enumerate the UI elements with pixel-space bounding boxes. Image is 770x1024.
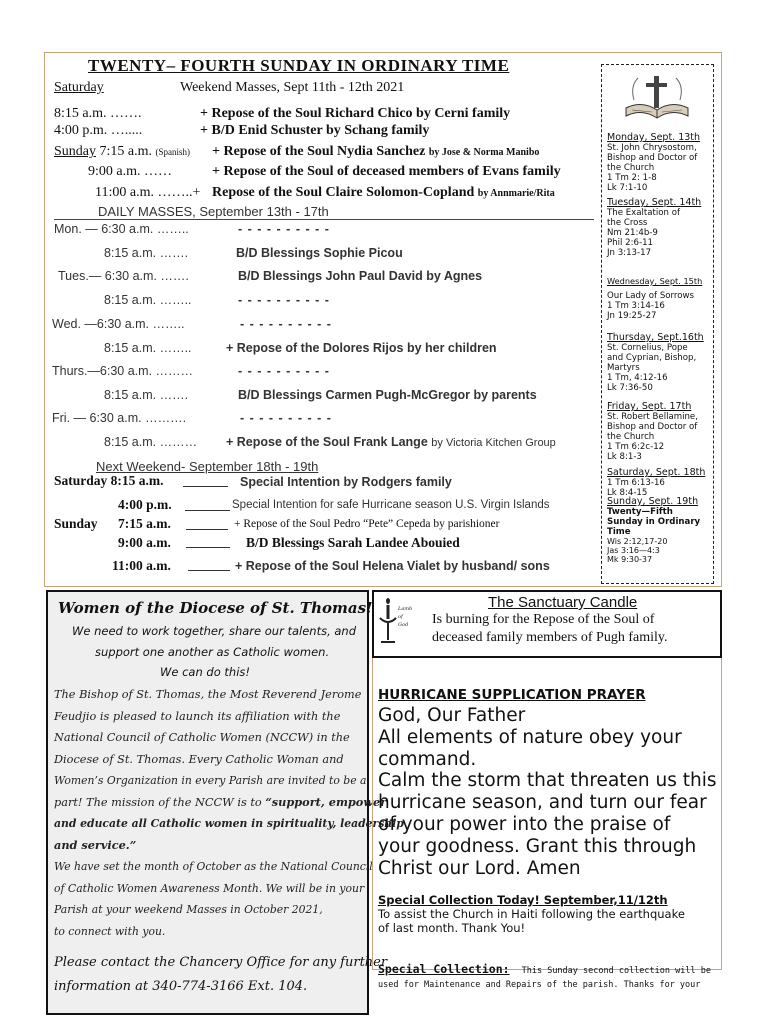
women-paragraph: The Bishop of St. Thomas, the Most Reverend Jerome Feudjio is pleased to launch its affiliation with the National Council of Catholic Women (NCCW) in the Diocese of St. Thomas. Every Catholic Woman and Women’s Organization in every Parish are invited to be a part! The mission of the NCCW is to “support, empower and educate all Catholic women in spirituality, leadership and service.”	[54, 688, 404, 852]
prayer-text: God, Our Father All elements of nature obey your command. Calm the storm that threaten us this hurricane season, and turn our fear of your power into the praise of your goodness. Grant this through Christ our Lord. Amen	[378, 705, 717, 879]
daily-intention: - - - - - - - - - -	[238, 222, 330, 236]
reading-wednesday: Wednesday, Sept. 15th Our Lady of Sorrows 1 Tm 3:14-16 Jn 19:25-27	[607, 276, 703, 321]
svg-text:God: God	[398, 622, 409, 628]
next-weekend-time: 9:00 a.m.	[118, 535, 171, 550]
daily-masses-heading: DAILY MASSES, September 13th - 17th	[98, 204, 329, 219]
candle-line: Is burning for the Repose of the Soul of	[432, 612, 655, 627]
blank-line	[186, 529, 228, 530]
weekend-time: 9:00 a.m. ……	[88, 164, 172, 179]
reading-saturday: Saturday, Sept. 18th 1 Tm 6:13-16 Lk 8:4-15	[607, 467, 706, 498]
weekend-intention: + Repose of the Soul Nydia Sanchez by Jose & Norma Manibo	[212, 144, 540, 159]
daily-intention: + Repose of the Soul Frank Lange by Victoria Kitchen Group	[226, 435, 556, 449]
daily-time: Mon. — 6:30 a.m. ……..	[54, 222, 189, 236]
weekend-time: 8:15 a.m. …….	[54, 106, 142, 121]
women-subtitle: support one another as Catholic women.	[95, 645, 330, 659]
page-title: TWENTY– FOURTH SUNDAY IN ORDINARY TIME	[88, 56, 510, 75]
prayer-title: HURRICANE SUPPLICATION PRAYER	[378, 687, 646, 703]
next-weekend-time: 4:00 p.m.	[118, 497, 172, 512]
daily-intention: - - - - - - - - - -	[238, 364, 330, 378]
reading-friday: Friday, Sept. 17th St. Robert Bellamine, Bishop and Doctor of the Church 1 Tm 6:2c-12 Lk 8:1-3	[607, 401, 698, 462]
weekend-masses-heading: Weekend Masses, Sept 11th - 12th 2021	[180, 80, 405, 95]
candle-title: The Sanctuary Candle	[488, 594, 638, 611]
women-title: Women of the Diocese of St. Thomas!	[58, 599, 373, 617]
daily-time: 8:15 a.m. ……..	[104, 341, 192, 355]
women-paragraph-2: We have set the month of October as the National Council of Catholic Women Awareness Month. We will be in your Parish at your weekend Masses in October 2021, to connect with you.	[54, 860, 373, 938]
weekend-intention: + Repose of the Soul Richard Chico by Cerni family	[200, 106, 511, 121]
blank-line	[185, 510, 230, 511]
next-weekend-intention: + Repose of the Soul Pedro “Pete” Cepeda by parishioner	[234, 518, 500, 530]
daily-time: Tues.— 6:30 a.m. …….	[58, 269, 189, 283]
daily-intention: - - - - - - - - - -	[240, 411, 332, 425]
weekend-time: 11:00 a.m. ……..+	[95, 185, 201, 200]
daily-intention: - - - - - - - - - -	[240, 317, 332, 331]
women-subtitle: We need to work together, share our talents, and	[72, 624, 357, 638]
reading-tuesday: Tuesday, Sept. 14th The Exaltation of the Cross Nm 21:4b-9 Phil 2:6-11 Jn 3:13-17	[607, 197, 702, 258]
next-weekend-time: 11:00 a.m.	[112, 558, 171, 573]
blank-line	[183, 486, 228, 487]
women-subtitle: We can do this!	[160, 665, 251, 679]
saturday-label: Saturday	[54, 80, 104, 95]
daily-intention: + Repose of the Dolores Rijos by her children	[226, 341, 497, 355]
weekend-time: 7:15 a.m.	[99, 144, 152, 159]
divider	[54, 219, 594, 220]
women-contact: Please contact the Chancery Office for any further information at 340-774-3166 Ext. 104.	[54, 955, 388, 994]
svg-text:of: of	[398, 614, 403, 620]
daily-time: 8:15 a.m. …….	[104, 246, 189, 260]
weekend-intention: + Repose of the Soul of deceased members of Evans family	[212, 164, 561, 179]
collection-text: To assist the Church in Haiti following the earthquake of last month. Thank You!	[378, 907, 685, 935]
daily-time: 8:15 a.m. ………	[104, 435, 198, 449]
weekend-intention: Repose of the Soul Claire Solomon-Copland by Annmarie/Rita	[212, 185, 555, 200]
daily-intention: B/D Blessings Carmen Pugh-McGregor by parents	[238, 388, 537, 402]
daily-intention: B/D Blessings Sophie Picou	[236, 246, 403, 260]
collection-2: Special Collection: This Sunday second collection will be	[378, 962, 711, 976]
blank-line	[188, 570, 230, 571]
reading-monday: Monday, Sept. 13th St. John Chrysostom, Bishop and Doctor of the Church 1 Tm 2: 1-8 Lk 7:1-10	[607, 132, 701, 193]
next-weekend-intention: Special Intention by Rodgers family	[240, 475, 452, 489]
sunday-label: Sunday	[54, 144, 96, 159]
reading-thursday: Thursday, Sept.16th St. Cornelius, Pope and Cyprian, Bishop, Martyrs 1 Tm, 4:12-16 Lk 7:36-50	[607, 332, 704, 393]
next-weekend-intention: + Repose of the Soul Helena Vialet by husband/ sons	[235, 559, 550, 573]
daily-time: Thurs.—6:30 a.m. ………	[52, 364, 194, 378]
next-weekend-intention: Special Intention for safe Hurricane season U.S. Virgin Islands	[232, 499, 550, 511]
weekend-intention: + B/D Enid Schuster by Schang family	[200, 123, 430, 138]
reading-sunday: Sunday, Sept. 19th Twenty—Fifth Sunday in Ordinary Time Wis 2:12,17-20 Jas 3:16—4:3 Mk 9:30-37	[607, 496, 701, 564]
bible-cross-icon	[620, 70, 694, 126]
language-note: (Spanish)	[155, 147, 190, 157]
collection-title: Special Collection Today! September,11/12th	[378, 893, 668, 907]
daily-time: 8:15 a.m. ……..	[104, 293, 192, 307]
next-weekend-day: Sunday	[54, 516, 98, 531]
collection-2-text: used for Maintenance and Repairs of the parish. Thanks for your	[378, 980, 701, 990]
candle-line: deceased family members of Pugh family.	[432, 630, 668, 645]
blank-line	[186, 547, 230, 548]
daily-intention: - - - - - - - - - -	[238, 293, 330, 307]
candle-icon	[378, 596, 418, 648]
next-weekend-intention: B/D Blessings Sarah Landee Abouied	[246, 535, 460, 550]
daily-time: Wed. —6:30 a.m. ……..	[52, 317, 185, 331]
weekend-row-sunday	[54, 144, 190, 160]
next-weekend-heading: Next Weekend- September 18th - 19th	[96, 459, 319, 474]
daily-time: 8:15 a.m. …….	[104, 388, 189, 402]
next-weekend-time: 7:15 a.m.	[118, 516, 171, 531]
svg-text:Lamb: Lamb	[398, 606, 413, 612]
weekend-time: 4:00 p.m. ….....	[54, 123, 143, 138]
daily-intention: B/D Blessings John Paul David by Agnes	[238, 269, 483, 283]
daily-time: Fri. — 6:30 a.m. ……….	[52, 411, 187, 425]
next-weekend-row: Saturday 8:15 a.m.	[54, 473, 164, 488]
